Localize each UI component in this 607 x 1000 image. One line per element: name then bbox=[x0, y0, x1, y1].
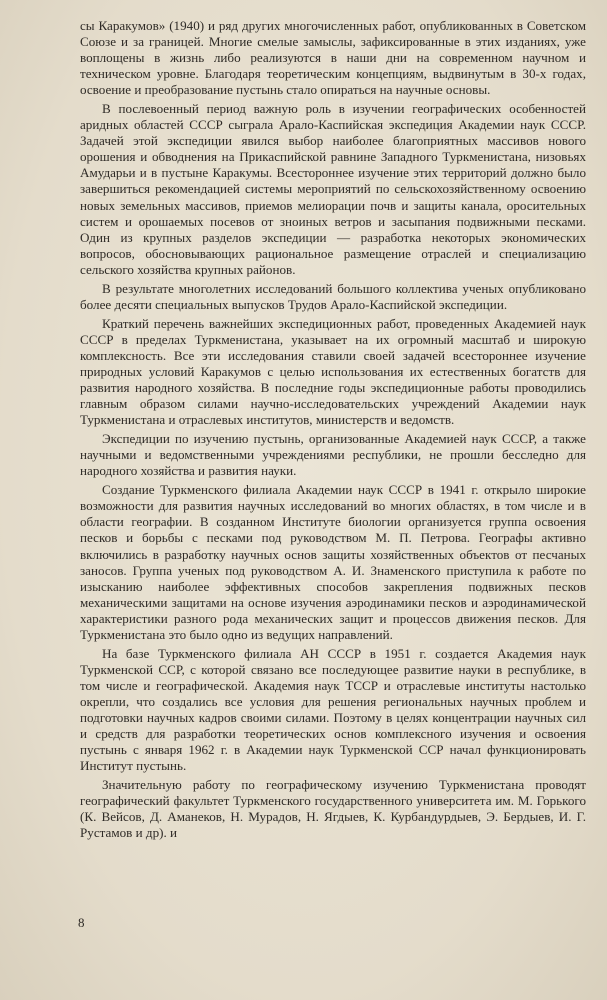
paragraph-university-work: Значительную работу по географическому изучению Туркменистана проводят географический факультет Туркменского государственного университета им. М. Горького (К. Вейсов, Д. Аманеков, Н. Мурадов, Н. Ягдыев, К. Курбандурдыев, Э. Бердыев, И. Г. Рустамов и др). и bbox=[80, 777, 586, 841]
paragraph-academy-founding: На базе Туркменского филиала АН СССР в 1951 г. создается Академия наук Туркменской ССР, с которой связано все последующее развитие науки в республике, в том числе и географической. Академия наук ТССР и отраслевые институты настолько окрепли, что создались все условия для решения региональных научных проблем и подготовки научных кадров своими силами. Поэтому в целях концентрации научных сил и средств для разработки теоретических основ комплексного изучения и освоения пустынь с января 1962 г. в Академии наук Туркменской ССР начал функционировать Институт пустынь. bbox=[80, 645, 586, 774]
paragraph-turkmen-branch: Создание Туркменского филиала Академии наук СССР в 1941 г. открыло широкие возможности для развития научных исследований во многих областях, в том числе и в области географии. В созданном Институте биологии организуется группа освоения песков и борьбы с песками под руководством М. П. Петрова. Географы активно включились в разработку научных основ защиты хозяйственных объектов от песчаных заносов. Группа ученых под руководством А. И. Знаменского приступила к работе по изысканию наиболее эффективных способов закрепления подвижных песков механическими защитами на основе изучения аэродинамики песков и аэродинамической характеристики разного рода механических защит и процессов движения песков. Для Туркменистана это было одно из ведущих направлений. bbox=[80, 482, 586, 642]
page-number: 8 bbox=[78, 915, 85, 930]
paragraph-aral-caspian-expedition: В послевоенный период важную роль в изучении географических особенностей аридных областей СССР сыграла Арало-Каспийская экспедиция Академии наук СССР. Задачей этой экспедиции явился выбор наиболее благоприятных массивов нового орошения и обводнения на Прикаспийской равнине Западного Туркменистана, низовьях Амударьи и в пустыне Каракумы. Всестороннее изучение этих территорий должно было завершиться рекомендацией системы мероприятий по сельскохозяйственному освоению новых земельных массивов, приемов мелиорации почв и защиты канала, оросительных систем и орошаемых посевов от зноиных ветров и засыпания подвижными песками. Один из крупных разделов экспедиции — разработка некоторых экономических вопросов, обосновывающих рациональное размещение отраслей и специализацию сельского хозяйства крупных районов. bbox=[80, 101, 586, 277]
paragraph-desert-expeditions: Экспедиции по изучению пустынь, организованные Академией наук СССР, а также научными и ведомственными учреждениями республики, не прошли бесследно для народного хозяйства и развития науки. bbox=[80, 431, 586, 479]
paragraph-expedition-list: Краткий перечень важнейших экспедиционных работ, проведенных Академией наук СССР в пределах Туркменистана, указывает на их огромный масштаб и широкую комплексность. Все эти исследования ставили своей задачей всестороннее изучение природных условий Каракумов с целью использования их естественных богатств для развития народного хозяйства. В последние годы экспедиционные работы проводились главным образом силами научно-исследовательских учреждений Академии наук Туркменистана и отраслевых институтов, министерств и ведомств. bbox=[80, 315, 586, 428]
paragraph-expedition-results: В результате многолетних исследований большого коллектива ученых опубликовано более десяти специальных выпусков Трудов Арало-Каспийской экспедиции. bbox=[80, 280, 586, 312]
paragraph-continuation: сы Каракумов» (1940) и ряд других многочисленных работ, опубликованных в Советском Союзе и за границей. Многие смелые замыслы, зафиксированные в этих изданиях, уже воплощены в жизнь либо реализуются в наши дни на современном научном и техническом уровне. Благодаря теоретическим концепциям, выдвинутым в 30-х годах, освоение и преобразование пустынь стало опираться на научные основы. bbox=[80, 18, 586, 98]
page-body-text bbox=[80, 18, 586, 841]
